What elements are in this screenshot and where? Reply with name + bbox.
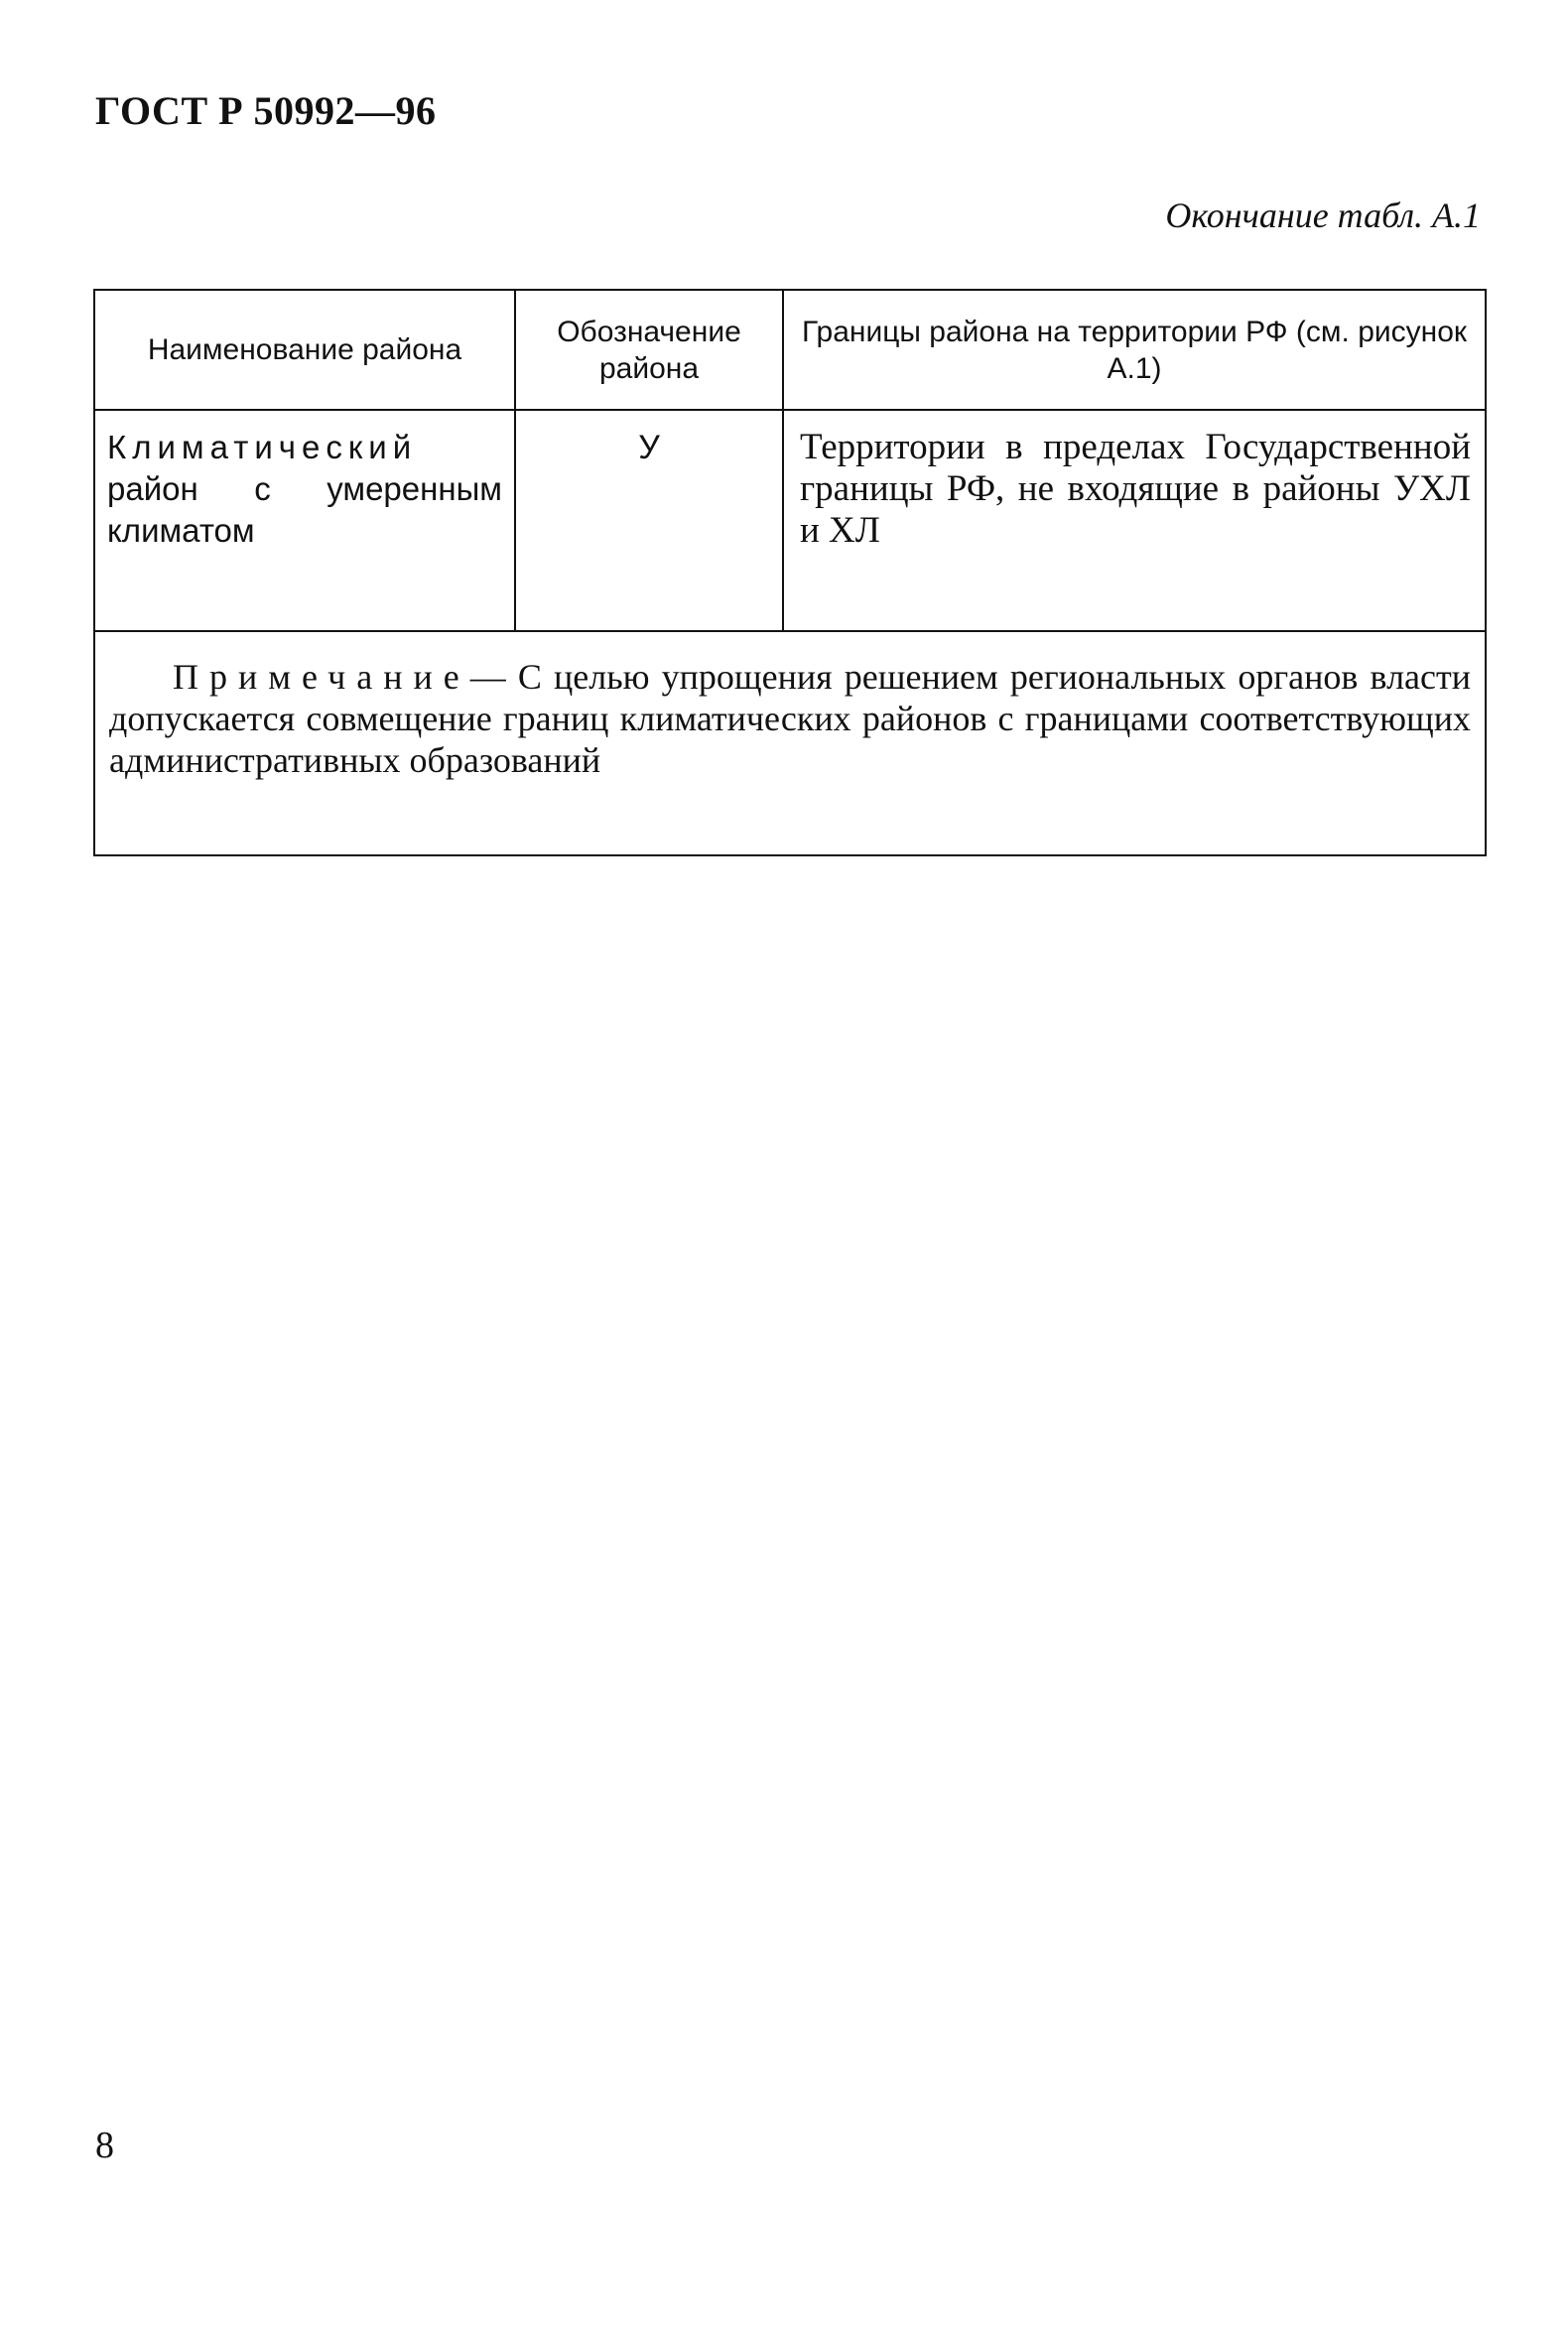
column-header-region-name: Наименование района	[94, 290, 515, 410]
table-row	[94, 410, 1486, 631]
note-row	[94, 631, 1486, 855]
region-bounds-cell: Территории в пределах Государственной границы РФ, не входящие в районы УХЛ и ХЛ	[783, 410, 1486, 631]
column-header-region-bounds: Границы района на территории РФ (см. рисунок А.1)	[783, 290, 1486, 410]
note-text: — С целью упрощения решением региональных органов власти допускается совмещение границ климатических районов с границами соответствующих административных образований	[109, 657, 1471, 780]
region-code-cell: У	[515, 410, 783, 631]
note-cell	[94, 631, 1486, 855]
page-number: 8	[95, 2125, 114, 2166]
region-name-rest: район с умеренным климатом	[107, 470, 502, 549]
table-caption: Окончание табл. А.1	[1165, 195, 1481, 235]
document-code: ГОСТ Р 50992—96	[95, 88, 437, 133]
note-label: Примечание	[173, 657, 470, 697]
table-header-row	[94, 290, 1486, 410]
region-name-spaced: Климатический	[107, 429, 418, 465]
column-header-region-code: Обозначение района	[515, 290, 783, 410]
climate-region-table	[93, 289, 1487, 856]
region-name-cell	[94, 410, 515, 631]
